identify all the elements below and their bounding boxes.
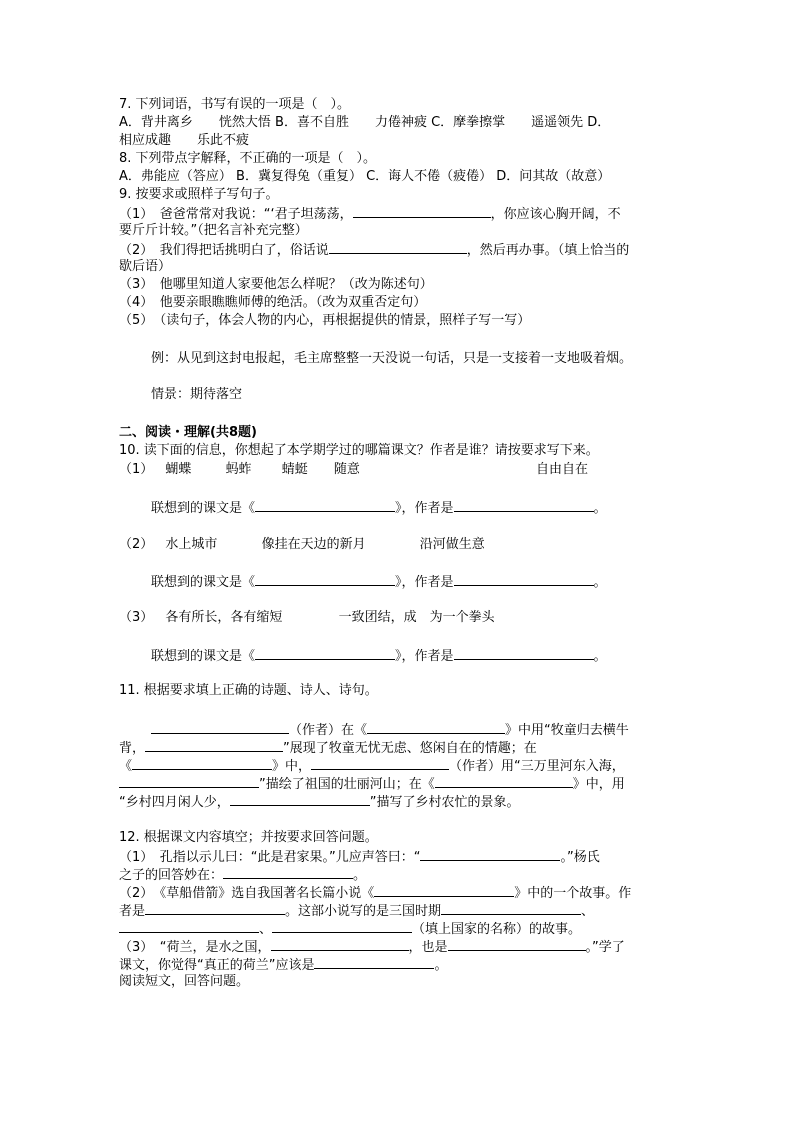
q12-sentence-1-continued: 之子的回答妙在： 。 — [119, 865, 366, 885]
section-heading: 二、阅读・理解(共8题) — [119, 425, 257, 440]
reading-instruction: 阅读短文，回答问题。 — [119, 974, 250, 989]
author-blank[interactable] — [454, 646, 594, 660]
q7-stem: 7. 下列词语，书写有误的一项是（ ）。 — [119, 97, 351, 112]
q11-line-2: 背， ”展现了牧童无忧无虑、悠闲自在的情趣；在 — [119, 738, 537, 758]
q11-line-5: “乡村四月闲人少， ”描写了乡村农忙的景象。 — [119, 792, 520, 812]
lesson-title-blank[interactable] — [255, 498, 395, 512]
q9-sentence-1-continued: 要斤斤计较。”（把名言补充完整） — [119, 223, 308, 238]
q9-scene: 情景：期待落空 — [151, 387, 243, 402]
lesson-title-blank[interactable] — [255, 646, 395, 660]
q10-info-1: （1） 蝴蝶 蚂蚱 蜻蜓 随意 自由自在 — [119, 462, 589, 477]
answer-blank[interactable] — [314, 955, 434, 969]
q12-sentence-2-continued: 者是 。这部小说写的是三国时期 、 — [119, 901, 594, 921]
q9-sentence-2: （2） 我们得把话挑明白了，俗话说 ，然后再办事。（填上恰当的 — [119, 240, 629, 260]
author-blank[interactable] — [454, 572, 594, 586]
q11-line-1: （作者）在《 》中用“牧童归去横牛 — [151, 720, 629, 740]
q11-stem: 11. 根据要求填上正确的诗题、诗人、诗句。 — [119, 683, 378, 698]
q12-sentence-2: （2） 《草船借箭》选自我国著名长篇小说《 》中的一个故事。作 — [119, 883, 631, 903]
country-blank[interactable] — [272, 919, 412, 933]
answer-blank[interactable] — [420, 847, 560, 861]
novel-title-blank[interactable] — [374, 883, 514, 897]
author-blank[interactable] — [151, 720, 289, 734]
poem-title-blank[interactable] — [132, 756, 272, 770]
q10-info-3: （3） 各有所长，各有缩短 一致团结，成 为一个拳头 — [119, 610, 495, 625]
q11-line-4: ”描绘了祖国的壮丽河山；在《 》中，用 — [119, 774, 625, 794]
poem-line-blank[interactable] — [145, 738, 283, 752]
country-blank[interactable] — [119, 919, 259, 933]
answer-blank[interactable] — [271, 937, 409, 951]
q9-sentence-2-continued: 歇后语） — [119, 259, 172, 274]
answer-blank[interactable] — [448, 937, 586, 951]
country-blank[interactable] — [441, 901, 581, 915]
author-blank[interactable] — [145, 901, 285, 915]
q8-options: A．弗能应（答应） B．冀复得兔（重复） C．诲人不倦（疲倦） D．问其故（故意） — [119, 169, 611, 184]
q10-info-2: （2） 水上城市 像挂在天边的新月 沿河做生意 — [119, 537, 485, 552]
poem-line-blank[interactable] — [230, 792, 370, 806]
q9-example: 例：从见到这封电报起，毛主席整整一天没说一句话，只是一支接着一支地吸着烟。 — [151, 351, 633, 366]
q12-sentence-2-countries: 、 （填上国家的名称）的故事。 — [119, 919, 581, 939]
q8-stem: 8. 下列带点字解释，不正确的一项是（ ）。 — [119, 151, 377, 166]
q10-stem: 10. 读下面的信息，你想起了本学期学过的哪篇课文？作者是谁？请按要求写下来。 — [119, 443, 599, 458]
answer-blank[interactable] — [223, 865, 353, 879]
q7-options-continued: 相应成趣 乐此不疲 — [119, 133, 250, 148]
q9-sentence-3: （3） 他哪里知道人家要他怎么样呢？（改为陈述句） — [119, 277, 433, 292]
q9-sentence-1: （1） 爸爸常常对我说：“‘君子坦荡荡， ，你应该心胸开阔，不 — [119, 204, 621, 224]
poem-line-blank[interactable] — [119, 774, 259, 788]
poem-title-blank[interactable] — [435, 774, 573, 788]
q10-answer-1: 联想到的课文是《 》，作者是 。 — [151, 498, 607, 518]
q9-sentence-4: （4） 他要亲眼瞧瞧师傅的绝活。（改为双重否定句） — [119, 295, 427, 310]
q12-sentence-3: （3） “荷兰，是水之国， ，也是 。”学了 — [119, 937, 625, 957]
q7-options: A．背井离乡 恍然大悟 B．喜不自胜 力倦神疲 C．摩拳擦掌 遥遥领先 D． — [119, 115, 611, 130]
q9-sentence-5: （5） （读句子，体会人物的内心，再根据提供的情景，照样子写一写） — [119, 313, 531, 328]
poem-title-blank[interactable] — [367, 720, 505, 734]
answer-blank[interactable] — [353, 204, 491, 218]
q10-answer-2: 联想到的课文是《 》，作者是 。 — [151, 572, 607, 592]
q11-line-3: 《 》中， （作者）用“三万里河东入海， — [119, 756, 625, 776]
answer-blank[interactable] — [329, 240, 467, 254]
q12-sentence-3-continued: 课文，你觉得“真正的荷兰”应该是 。 — [119, 955, 448, 975]
q12-sentence-1: （1） 孔指以示儿曰：“此是君家果。”儿应声答曰：“ 。”杨氏 — [119, 847, 600, 867]
lesson-title-blank[interactable] — [255, 572, 395, 586]
q12-stem: 12. 根据课文内容填空；并按要求回答问题。 — [119, 830, 378, 845]
q10-answer-3: 联想到的课文是《 》，作者是 。 — [151, 646, 607, 666]
q9-stem: 9. 按要求或照样子写句子。 — [119, 187, 279, 202]
author-blank[interactable] — [454, 498, 594, 512]
author-blank[interactable] — [311, 756, 449, 770]
